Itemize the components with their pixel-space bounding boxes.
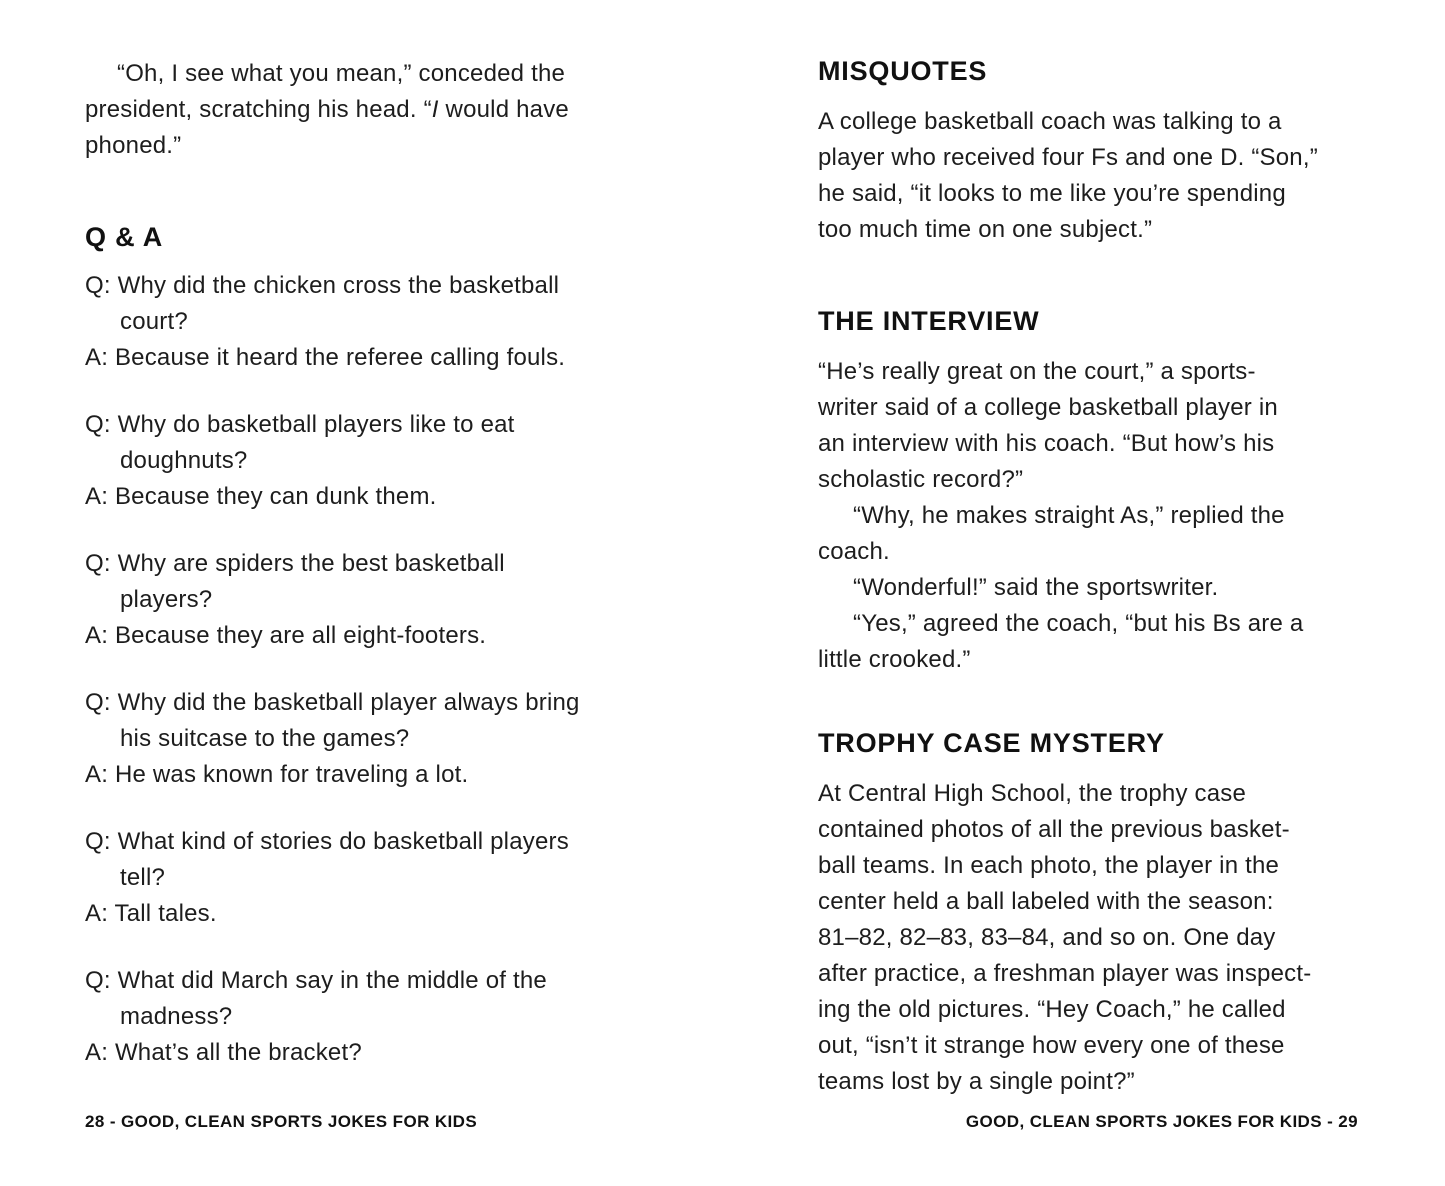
paragraph [818, 104, 1438, 248]
text-line: too much time on one subject.” [818, 216, 1153, 243]
question-line: doughnuts? [120, 447, 248, 474]
text-line: phoned.” [85, 132, 182, 159]
text-line: an interview with his coach. “But how’s his [818, 430, 1275, 457]
paragraph [818, 776, 1438, 1100]
question-line: tell? [120, 864, 166, 891]
question-line: players? [120, 586, 213, 613]
qa-item [85, 268, 705, 376]
section-trophy-case-mystery [818, 728, 1438, 1100]
qa-item [85, 407, 705, 515]
text-segment: president, scratching his head. “ [85, 96, 432, 123]
page-footer-left: 28 - GOOD, CLEAN SPORTS JOKES FOR KIDS [85, 1112, 478, 1131]
text-line: “Wonderful!” said the sportswriter. [853, 574, 1219, 601]
qa-list [85, 268, 705, 1071]
section-heading-interview: THE INTERVIEW [818, 306, 1040, 336]
text-line: scholastic record?” [818, 466, 1024, 493]
text-line: center held a ball labeled with the season: [818, 888, 1274, 915]
section-misquotes [818, 56, 1438, 248]
text-line: player who received four Fs and one D. “Son,” [818, 144, 1318, 171]
text-line: “Why, he makes straight As,” replied the [853, 502, 1285, 529]
question-line: Q: Why are spiders the best basketball [85, 550, 505, 577]
text-line: he said, “it looks to me like you’re spending [818, 180, 1286, 207]
text-line: 81–82, 82–83, 83–84, and so on. One day [818, 924, 1276, 951]
answer-line: A: Because they can dunk them. [85, 483, 437, 510]
text-line: “Yes,” agreed the coach, “but his Bs are a [853, 610, 1304, 637]
text-line: At Central High School, the trophy case [818, 780, 1247, 807]
answer-line: A: Tall tales. [85, 900, 217, 927]
answer-line: A: Because they are all eight-footers. [85, 622, 487, 649]
qa-item [85, 685, 705, 793]
question-line: his suitcase to the games? [120, 725, 410, 752]
text-line: writer said of a college basketball player in [818, 394, 1278, 421]
question-line: madness? [120, 1003, 233, 1030]
text-line: contained photos of all the previous basket- [818, 816, 1290, 843]
right-page-column [818, 56, 1438, 1100]
answer-line: A: Because it heard the referee calling fouls. [85, 344, 566, 371]
question-line: Q: What did March say in the middle of the [85, 967, 547, 994]
question-line: Q: Why did the chicken cross the basketball [85, 272, 560, 299]
question-line: court? [120, 308, 188, 335]
text-line: teams lost by a single point?” [818, 1068, 1135, 1095]
section-heading-trophy: TROPHY CASE MYSTERY [818, 728, 1165, 758]
text-line: after practice, a freshman player was inspect- [818, 960, 1312, 987]
left-page-column [85, 56, 705, 1102]
text-line: little crooked.” [818, 646, 971, 673]
text-line: “He’s really great on the court,” a sports- [818, 358, 1256, 385]
text-line: A college basketball coach was talking to a [818, 108, 1282, 135]
question-line: Q: Why do basketball players like to eat [85, 411, 515, 438]
text-line [85, 92, 705, 128]
qa-item [85, 963, 705, 1071]
text-line: coach. [818, 538, 890, 565]
text-line: ing the old pictures. “Hey Coach,” he called [818, 996, 1286, 1023]
text-line: out, “isn’t it strange how every one of these [818, 1032, 1285, 1059]
section-heading-misquotes: MISQUOTES [818, 56, 988, 86]
paragraph [818, 354, 1438, 678]
italic-text: I [431, 96, 439, 123]
answer-line: A: What’s all the bracket? [85, 1039, 362, 1066]
qa-item [85, 824, 705, 932]
text-line: ball teams. In each photo, the player in the [818, 852, 1280, 879]
intro-paragraph [85, 56, 705, 164]
page-footer-right: GOOD, CLEAN SPORTS JOKES FOR KIDS - 29 [965, 1112, 1358, 1131]
answer-line: A: He was known for traveling a lot. [85, 761, 469, 788]
text-line: “Oh, I see what you mean,” conceded the [117, 60, 566, 87]
text-segment: would have [438, 96, 569, 123]
question-line: Q: What kind of stories do basketball players [85, 828, 569, 855]
section-heading-qa: Q & A [85, 222, 163, 252]
question-line: Q: Why did the basketball player always bring [85, 689, 580, 716]
section-interview [818, 306, 1438, 678]
qa-item [85, 546, 705, 654]
